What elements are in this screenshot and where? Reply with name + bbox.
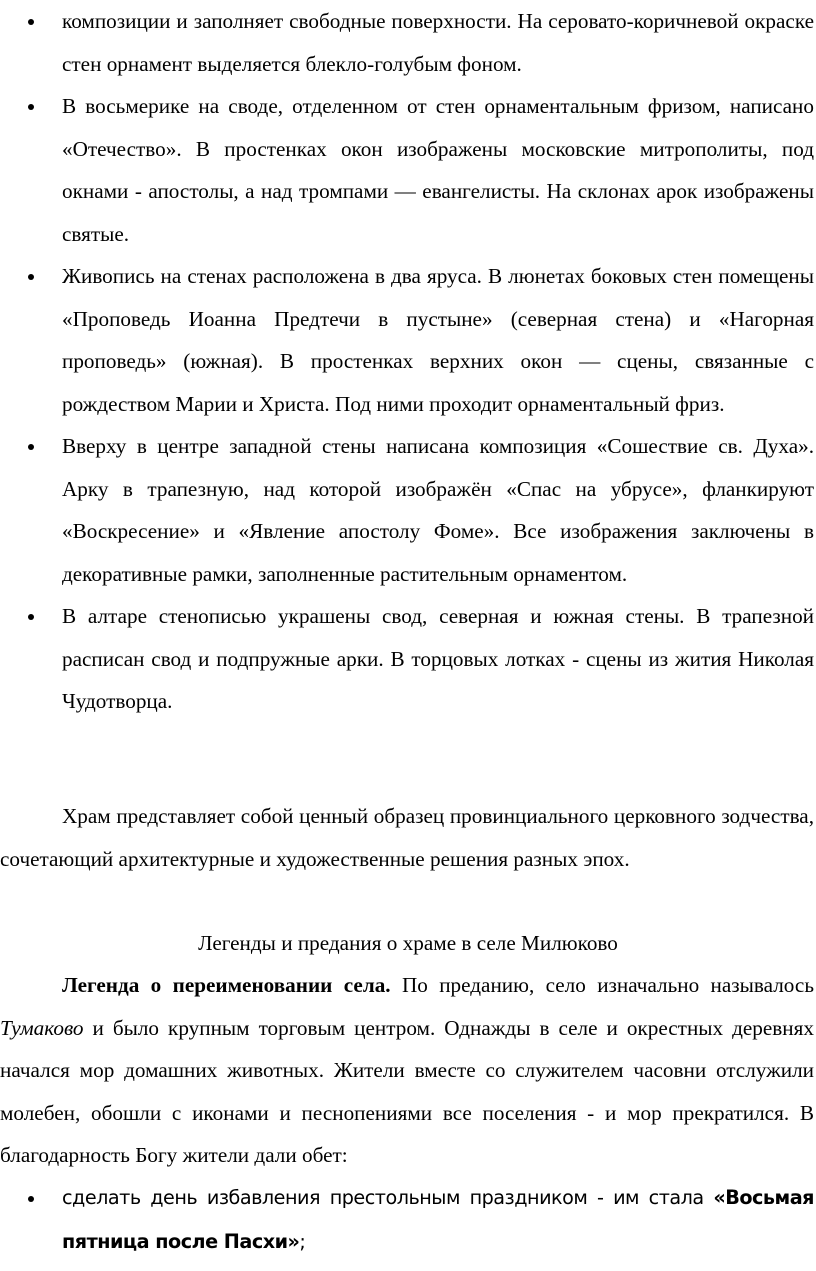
list-item: [0, 425, 816, 595]
summary-paragraph: Храм представляет собой ценный образец провинциального церковного зодчества, сочетающий архитектурные и художественные решения разных эпох.: [0, 804, 814, 871]
list-item-text: В восьмерике на своде, отделенном от стен орнаментальным фризом, написано «Отечество». В простенках окон изображены московские митрополиты, под окнами - апостолы, а над тромпами — евангелисты. На склонах арок изображены святые.: [62, 94, 814, 246]
bullet-icon: [28, 1196, 34, 1202]
bullet-icon: [28, 19, 34, 25]
bullet-icon: [28, 274, 34, 280]
legend-text-2: и было крупным торговым центром. Однажды в селе и окрестных деревнях начался мор домашних животных. Жители вместе со служителем часовни отслужили молебен, обошли с иконами и песнопениями все поселения - и мор прекратился. В благодарность Богу жители дали обет:: [0, 1015, 814, 1167]
list-item-text: композиции и заполняет свободные поверхности. На серовато-коричневой окраске стен орнамент выделяется блекло-голубым фоном.: [62, 9, 814, 76]
village-old-name: Тумаково: [0, 1015, 84, 1040]
list-item-text: Вверху в центре западной стены написана композиция «Сошествие св. Духа». Арку в трапезную, над которой изображён «Спас на убрусе», фланкируют «Воскресение» и «Явление апостолу Фоме». Все изображения заключены в декоративные рамки, заполненные растительным орнаментом.: [62, 434, 814, 586]
bullet-icon: [28, 444, 34, 450]
feast-name: «Восьмая пятница после Пасхи»: [62, 1186, 814, 1253]
bullet-icon: [28, 104, 34, 110]
list-item-tail: ;: [299, 1230, 306, 1253]
bullet-list-vow: [0, 1176, 816, 1264]
list-item: [0, 85, 816, 255]
legend-text-1: По преданию, село изначально называлось: [390, 973, 814, 997]
bullet-icon: [28, 614, 34, 620]
legend-title: Легенда о переименовании села.: [62, 973, 391, 997]
list-item: [0, 0, 816, 85]
list-item: [0, 595, 816, 723]
list-item-text: В алтаре стенописью украшены свод, северная и южная стены. В трапезной расписан свод и подпружные арки. В торцовых лотках - сцены из жития Николая Чудотворца.: [62, 604, 814, 713]
list-item-text: сделать день избавления престольным праздником - им стала: [62, 1186, 714, 1209]
list-item: [0, 255, 816, 425]
list-item: [0, 1176, 816, 1264]
legend-paragraph: [0, 964, 814, 1177]
section-heading: Легенды и предания о храме в селе Милюково: [198, 931, 618, 955]
list-item-text: Живопись на стенах расположена в два яруса. В люнетах боковых стен помещены «Проповедь Иоанна Предтечи в пустыне» (северная стена) и «Нагорная проповедь» (южная). В простенках верхних окон — сцены, связанные с рождеством Марии и Христа. Под ними проходит орнаментальный фриз.: [62, 264, 814, 416]
